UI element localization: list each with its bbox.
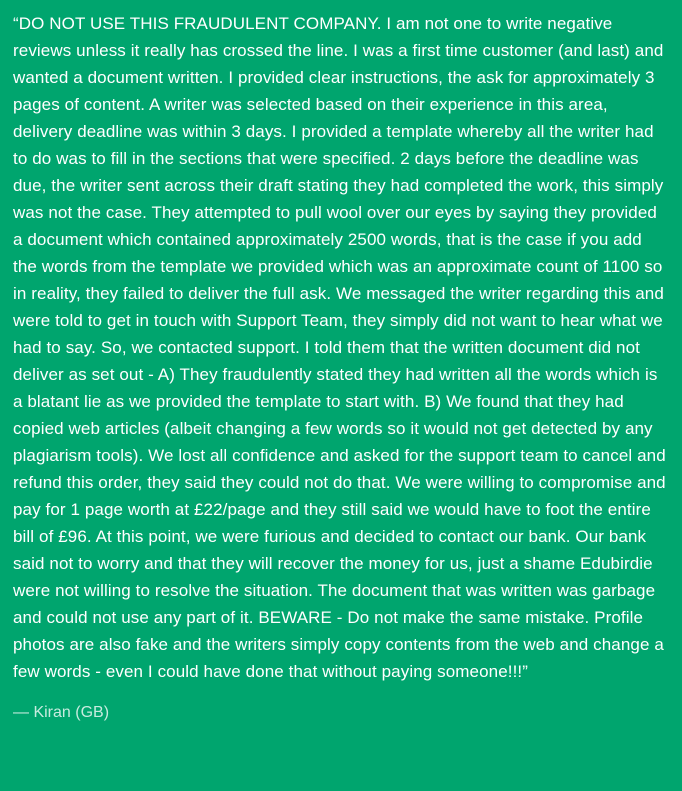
review-attribution: — Kiran (GB) xyxy=(13,704,110,721)
review-quote-text: “DO NOT USE THIS FRAUDULENT COMPANY. I am not one to write negative reviews unless it really has crossed the line. I was a first time customer (and last) and wanted a document written. I provided clear instructions, the ask for approximately 3 pages of content. A writer was selected based on their experience in this area, delivery deadline was within 3 days. I provided a template whereby all the writer had to do was to fill in the sections that were specified. 2 days before the deadline was due, the writer sent across their draft stating they had completed the work, this simply was not the case. They attempted to pull wool over our eyes by saying they provided a document which contained approximately 2500 words, that is the case if you add the words from the template we provided which was an approximate count of 1100 so in reality, they failed to deliver the full ask. We messaged the writer regarding this and were told to get in touch with Support Team, they simply did not want to hear what we had to say. So, we contacted support. I told them that the written document did not deliver as set out - A) They fraudulently stated they had written all the words which is a blatant lie as we provided the template to start with. B) We found that they had copied web articles (albeit changing a few words so it would not get detected by any plagiarism tools). We lost all confidence and asked for the support team to cancel and refund this order, they said they could not do that. We were willing to compromise and pay for 1 page worth at £22/page and they still said we would have to foot the entire bill of £96. At this point, we were furious and decided to contact our bank. Our bank said not to worry and that they will recover the money for us, just a shame Edubirdie were not willing to resolve the situation. The document that was written was garbage and could not use any part of it. BEWARE - Do not make the same mistake. Profile photos are also fake and the writers simply copy contents from the web and change a few words - even I could have done that without paying someone!!!” xyxy=(13,14,666,681)
